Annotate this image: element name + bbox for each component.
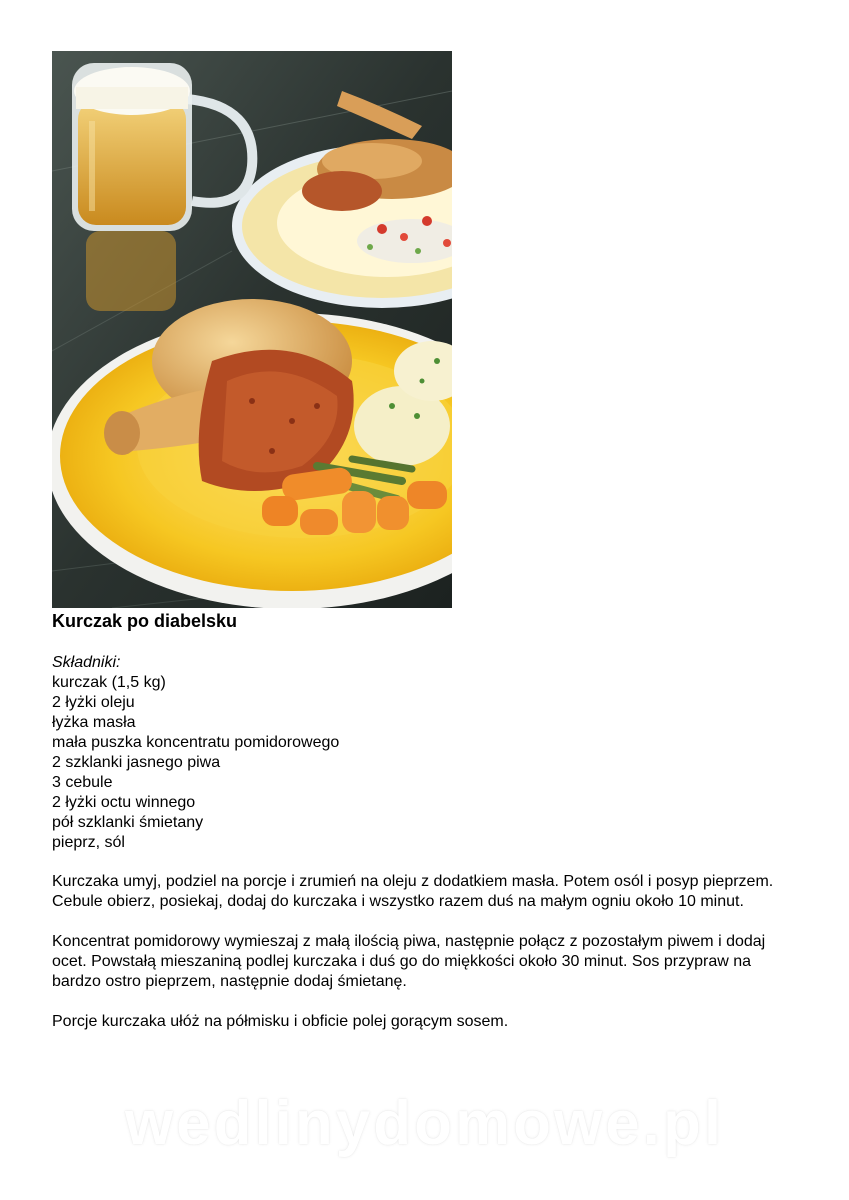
ingredient-item: pieprz, sól: [52, 834, 125, 851]
ingredient-item: 2 łyżki oleju: [52, 694, 135, 711]
ingredients-heading: Składniki:: [52, 654, 121, 671]
ingredients-section: [52, 653, 339, 853]
ingredient-item: mała puszka koncentratu pomidorowego: [52, 734, 340, 751]
ingredient-item: 2 szklanki jasnego piwa: [52, 754, 221, 771]
ingredient-item: kurczak (1,5 kg): [52, 674, 166, 691]
preparation-steps: [52, 872, 792, 1052]
recipe-photo: [52, 51, 452, 608]
step-paragraph: Kurczaka umyj, podziel na porcje i zrumień na oleju z dodatkiem masła. Potem osól i posyp pieprzem. Cebule obierz, posiekaj, dodaj do kurczaka i wszystko razem duś na małym ogniu około 10 minut.: [52, 873, 774, 910]
ingredient-item: pół szklanki śmietany: [52, 814, 204, 831]
site-watermark: wedlinydomowe.pl: [124, 1089, 725, 1158]
ingredient-item: 2 łyżki octu winnego: [52, 794, 196, 811]
ingredient-item: łyżka masła: [52, 714, 136, 731]
step-paragraph: Koncentrat pomidorowy wymieszaj z małą ilością piwa, następnie połącz z pozostałym piwem i dodaj ocet. Powstałą mieszaniną podlej kurczaka i duś go do miękkości około 30 minut. Sos przypraw na bardzo ostro pieprzem, następnie dodaj śmietanę.: [52, 933, 766, 990]
ingredient-item: 3 cebule: [52, 774, 113, 791]
recipe-title: Kurczak po diabelsku: [52, 611, 238, 631]
step-paragraph: Porcje kurczaka ułóż na półmisku i obficie polej gorącym sosem.: [52, 1013, 509, 1030]
ingredients-list: [52, 673, 339, 853]
